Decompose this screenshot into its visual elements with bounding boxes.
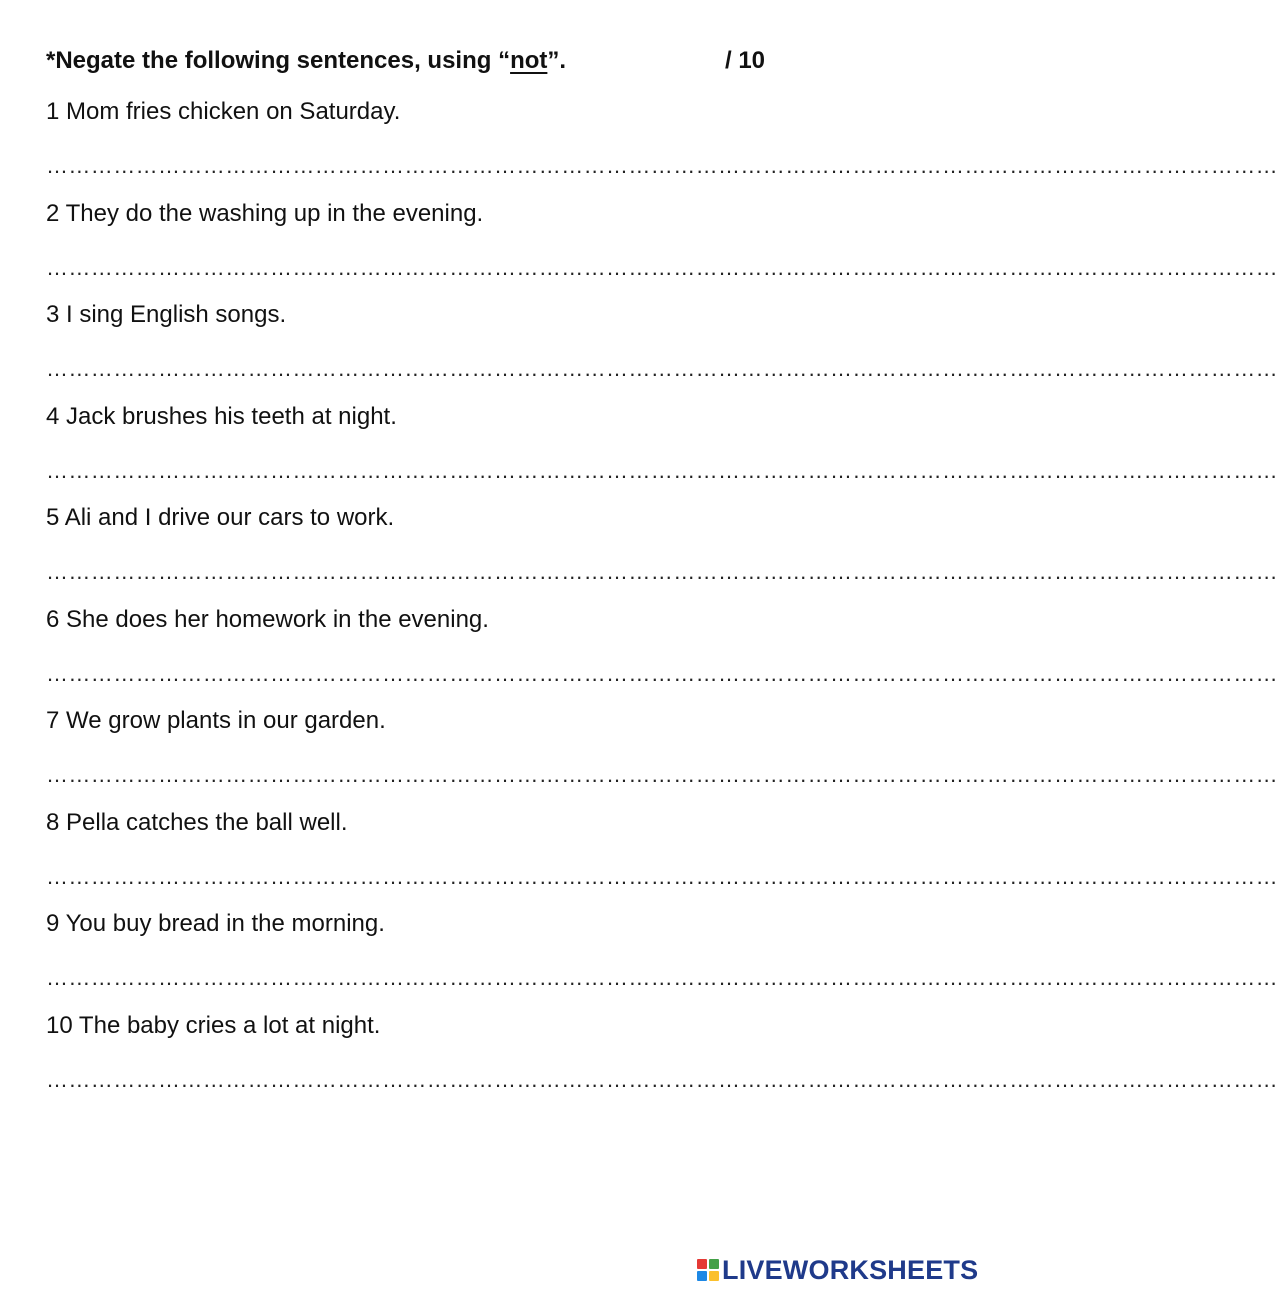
answer-input[interactable] <box>46 656 776 682</box>
logo-mark-square <box>697 1259 707 1269</box>
exercise-item <box>46 1010 1278 1112</box>
answer-dotted-line: ………………………………………………………………………………………………………………………………………………… <box>46 457 1278 483</box>
exercise-item <box>46 96 1278 198</box>
exercise-item <box>46 807 1278 909</box>
exercise-item <box>46 299 1278 401</box>
instructions-prefix: *Negate the following sentences, using “ <box>46 47 511 74</box>
exercise-sentence: 7 We grow plants in our garden. <box>46 707 386 734</box>
answer-input[interactable] <box>46 453 776 479</box>
exercise-item <box>46 908 1278 1010</box>
exercise-sentence: 4 Jack brushes his teeth at night. <box>46 402 397 430</box>
answer-input[interactable] <box>46 250 776 276</box>
answer-input[interactable] <box>46 960 776 986</box>
exercise-sentence: 3 I sing English songs. <box>46 301 287 328</box>
logo-mark-square <box>697 1271 707 1281</box>
exercise-item <box>46 198 1278 300</box>
exercise-sentence: 1 Mom fries chicken on Saturday. <box>46 98 401 125</box>
exercise-sentence: 10 The baby cries a lot at night. <box>46 1011 381 1039</box>
answer-dotted-line: ………………………………………………………………………………………………………………………………………………… <box>46 863 1278 889</box>
answer-dotted-line: ………………………………………………………………………………………………………………………………………………… <box>46 559 1278 584</box>
answer-input[interactable] <box>46 351 776 377</box>
exercise-sentence: 2 They do the washing up in the evening. <box>46 199 484 227</box>
exercise-item <box>46 705 1278 807</box>
exercise-item <box>46 401 1278 503</box>
answer-input[interactable] <box>46 148 776 174</box>
instructions-suffix: ”. <box>547 47 567 74</box>
instructions-heading <box>46 45 776 79</box>
instructions-keyword: not <box>510 47 548 74</box>
answer-dotted-line: ………………………………………………………………………………………………………………………………………………… <box>46 660 1278 686</box>
answer-input[interactable] <box>46 757 776 783</box>
answer-dotted-line: ………………………………………………………………………………………………………………………………………………… <box>46 153 1278 178</box>
answer-input[interactable] <box>46 1062 776 1088</box>
exercise-item <box>46 502 1278 604</box>
score-label: / 10 <box>725 47 766 74</box>
answer-dotted-line: ………………………………………………………………………………………………………………………………………………… <box>46 762 1278 787</box>
answer-dotted-line: ………………………………………………………………………………………………………………………………………………… <box>46 1066 1278 1092</box>
liveworksheets-logo <box>697 1255 978 1285</box>
logo-mark-icon <box>697 1259 719 1281</box>
exercise-sentence: 6 She does her homework in the evening. <box>46 605 489 633</box>
logo-text: LIVEWORKSHEETS <box>722 1255 979 1285</box>
exercise-sentence: 8 Pella catches the ball well. <box>46 808 348 836</box>
answer-dotted-line: ………………………………………………………………………………………………………………………………………………… <box>46 965 1278 990</box>
answer-dotted-line: ………………………………………………………………………………………………………………………………………………… <box>46 254 1278 280</box>
exercise-sentence: 9 You buy bread in the morning. <box>46 910 385 937</box>
answer-dotted-line: ………………………………………………………………………………………………………………………………………………… <box>46 356 1278 381</box>
logo-mark-square <box>709 1271 719 1281</box>
answer-input[interactable] <box>46 554 776 580</box>
exercise-sentence: 5 Ali and I drive our cars to work. <box>46 504 395 531</box>
exercise-item <box>46 604 1278 706</box>
answer-input[interactable] <box>46 859 776 885</box>
exercise-list <box>46 96 1278 1111</box>
logo-mark-square <box>709 1259 719 1269</box>
